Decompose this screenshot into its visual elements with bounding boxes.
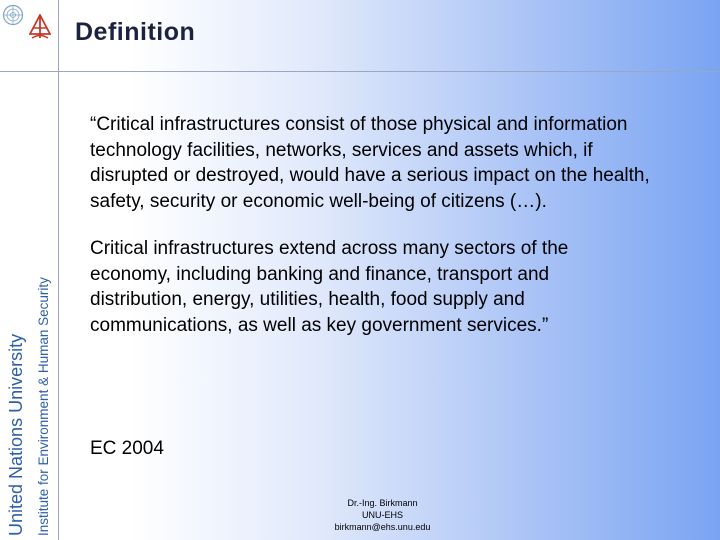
slide-body — [90, 112, 650, 360]
footer-author: Dr.-Ing. Birkmann — [347, 498, 418, 508]
definition-paragraph-1: “Critical infrastructures consist of those physical and information technology facilities, networks, services and assets which, if disrupted or destroyed, would have a serious impact on the health, safety, security or economic well-being of citizens (…). — [90, 114, 650, 212]
sidebar-branding — [4, 216, 64, 536]
un-emblem-icon — [2, 4, 24, 26]
definition-paragraph-2: Critical infrastructures extend across many sectors of the economy, including banking and finance, transport and distribution, energy, utilities, health, food supply and communications, as well as key government services.” — [90, 238, 569, 336]
slide-title: Definition — [75, 18, 196, 46]
footer — [300, 497, 465, 533]
source-citation: EC 2004 — [90, 438, 164, 459]
institute-name: Institute for Environment & Human Security — [36, 277, 51, 536]
unu-logo-icon — [29, 14, 51, 40]
horizontal-divider — [0, 71, 720, 72]
footer-email: birkmann@ehs.unu.edu — [334, 522, 431, 532]
university-name: United Nations University — [6, 333, 26, 536]
footer-org: UNU-EHS — [361, 510, 403, 520]
